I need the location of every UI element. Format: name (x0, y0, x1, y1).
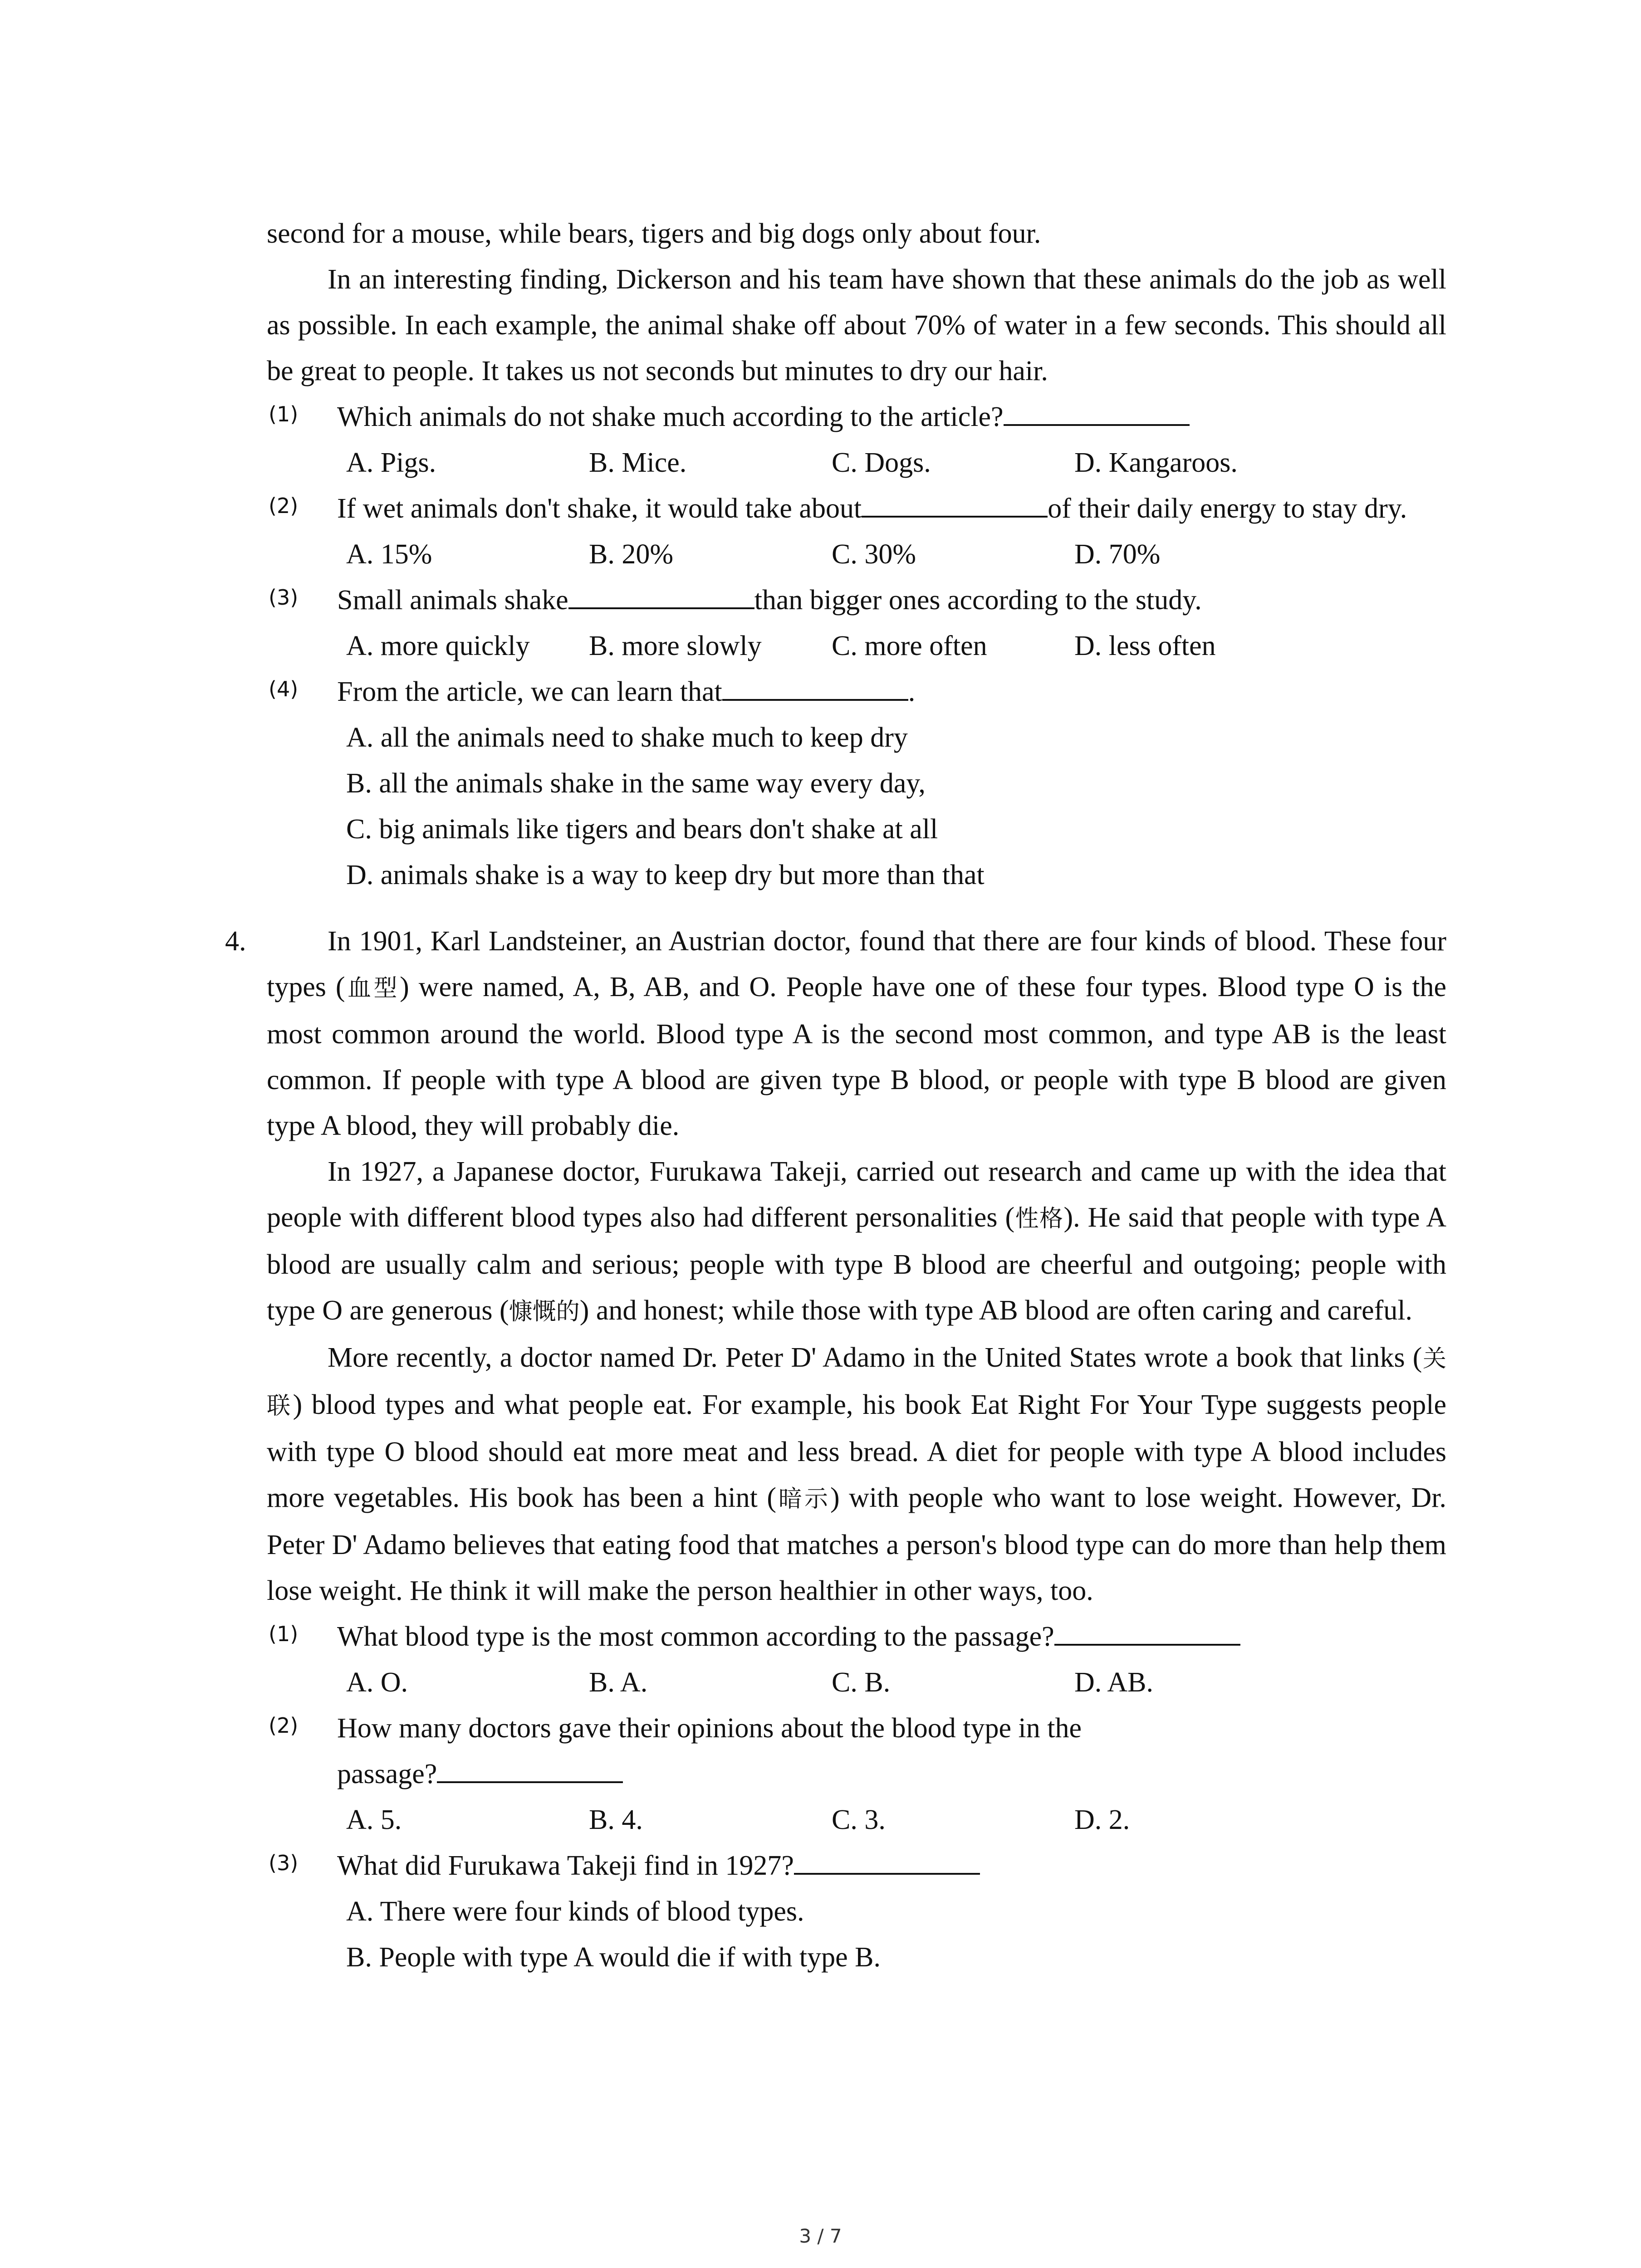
option[interactable]: B. more slowly (589, 631, 762, 661)
passage-section (225, 919, 1446, 1614)
options-row (337, 440, 1446, 486)
option[interactable]: C. Dogs. (832, 447, 931, 478)
option[interactable]: A. more quickly (346, 631, 530, 661)
option[interactable]: D. 2. (1074, 1804, 1130, 1835)
option[interactable]: C. big animals like tigers and bears don't shake at all (346, 814, 938, 845)
question-number: (2) (269, 1713, 299, 1738)
option[interactable]: C. more often (832, 631, 987, 661)
passage-paragraph: In 1927, a Japanese doctor, Furukawa Takeji, carried out research and came up with the idea that people with different blood types also had different personalities (性格). He said that people with type A blood are usually calm and serious; people with type B blood are cheerful and outgoing; people with type O are generous (慷慨的) and honest; while those with type AB blood are often caring and careful. (267, 1156, 1446, 1326)
option[interactable]: C. B. (832, 1667, 891, 1698)
question-number: (3) (269, 585, 299, 610)
question-text: What did Furukawa Takeji find in 1927? (337, 1843, 1446, 1889)
option[interactable]: D. animals shake is a way to keep dry but more than that (346, 860, 985, 890)
option[interactable]: B. Mice. (589, 447, 687, 478)
question-number: (2) (269, 494, 299, 518)
page-number: 3 / 7 (799, 2225, 842, 2247)
passage-paragraph: More recently, a doctor named Dr. Peter D' Adamo in the United States wrote a book that links (关联) blood types and what people eat. For example, his book Eat Right For Your Type suggests people with type O blood should eat more meat and less bread. A diet for people with type A blood includes more vegetables. His book has been a hint (暗示) with people who want to lose weight. However, Dr. Peter D' Adamo believes that eating food that matches a person's blood type can do more than help them lose weight. He think it will make the person healthier in other ways, too. (267, 1342, 1446, 1606)
section-number: 4. (225, 926, 246, 957)
question-number: (1) (269, 402, 299, 426)
page-content (225, 211, 1446, 1980)
answer-blank[interactable] (568, 580, 754, 609)
answer-blank[interactable] (862, 489, 1048, 518)
options-row (337, 1660, 1446, 1706)
option[interactable]: A. There were four kinds of blood types. (346, 1896, 804, 1927)
option[interactable]: D. Kangaroos. (1074, 447, 1238, 478)
question-text: How many doctors gave their opinions about the blood type in the passage? (337, 1713, 1082, 1789)
option[interactable]: B. 4. (589, 1804, 643, 1835)
question-item (267, 577, 1446, 669)
option[interactable]: D. less often (1074, 631, 1216, 661)
question-text: If wet animals don't shake, it would take about of their daily energy to stay dry. (337, 486, 1446, 532)
option[interactable]: A. 15% (346, 539, 432, 570)
option[interactable]: A. O. (346, 1667, 408, 1698)
option[interactable]: D. AB. (1074, 1667, 1153, 1698)
answer-blank[interactable] (1004, 397, 1190, 426)
options-row (337, 1797, 1446, 1843)
option[interactable]: B. 20% (589, 539, 673, 570)
option[interactable]: B. all the animals shake in the same way every day, (346, 768, 926, 799)
passage-paragraph: In an interesting finding, Dickerson and his team have shown that these animals do the job as well as possible. In each example, the animal shake off about 70% of water in a few seconds. This should all be great to people. It takes us not seconds but minutes to dry our hair. (267, 264, 1446, 386)
passage-paragraph: In 1901, Karl Landsteiner, an Austrian doctor, found that there are four kinds of blood. These four types (血型) were named, A, B, AB, and O. People have one of these four types. Blood type O is the most common around the world. Blood type A is the second most common, and type AB is the least common. If people with type A blood are given type B blood, or people with type B blood are given type A blood, they will probably die. (267, 926, 1446, 1141)
question-number: (4) (269, 677, 299, 701)
question-number: (3) (269, 1851, 299, 1875)
answer-blank[interactable] (437, 1754, 623, 1783)
options-row (337, 623, 1446, 669)
answer-blank[interactable] (794, 1846, 980, 1875)
question-item (267, 1706, 1446, 1843)
option[interactable]: C. 30% (832, 539, 916, 570)
answer-blank[interactable] (1054, 1617, 1240, 1646)
question-text: Which animals do not shake much according to the article? (337, 394, 1446, 440)
option[interactable]: B. People with type A would die if with type B. (346, 1942, 881, 1973)
question-item (267, 1614, 1446, 1706)
question-item (267, 669, 1446, 898)
question-text: From the article, we can learn that . (337, 669, 1446, 715)
question-item (267, 394, 1446, 486)
question-number: (1) (269, 1622, 299, 1646)
question-text: Small animals shake than bigger ones according to the study. (337, 577, 1446, 623)
option[interactable]: A. 5. (346, 1804, 402, 1835)
answer-blank[interactable] (722, 672, 908, 701)
question-item (267, 486, 1446, 577)
option[interactable]: B. A. (589, 1667, 648, 1698)
option[interactable]: C. 3. (832, 1804, 886, 1835)
question-item (267, 1843, 1446, 1980)
option[interactable]: D. 70% (1074, 539, 1161, 570)
options-row (337, 532, 1446, 577)
question-text: What blood type is the most common according to the passage? (337, 1614, 1446, 1660)
passage-paragraph: second for a mouse, while bears, tigers and big dogs only about four. (267, 218, 1041, 249)
option[interactable]: A. all the animals need to shake much to keep dry (346, 722, 908, 753)
option[interactable]: A. Pigs. (346, 447, 436, 478)
